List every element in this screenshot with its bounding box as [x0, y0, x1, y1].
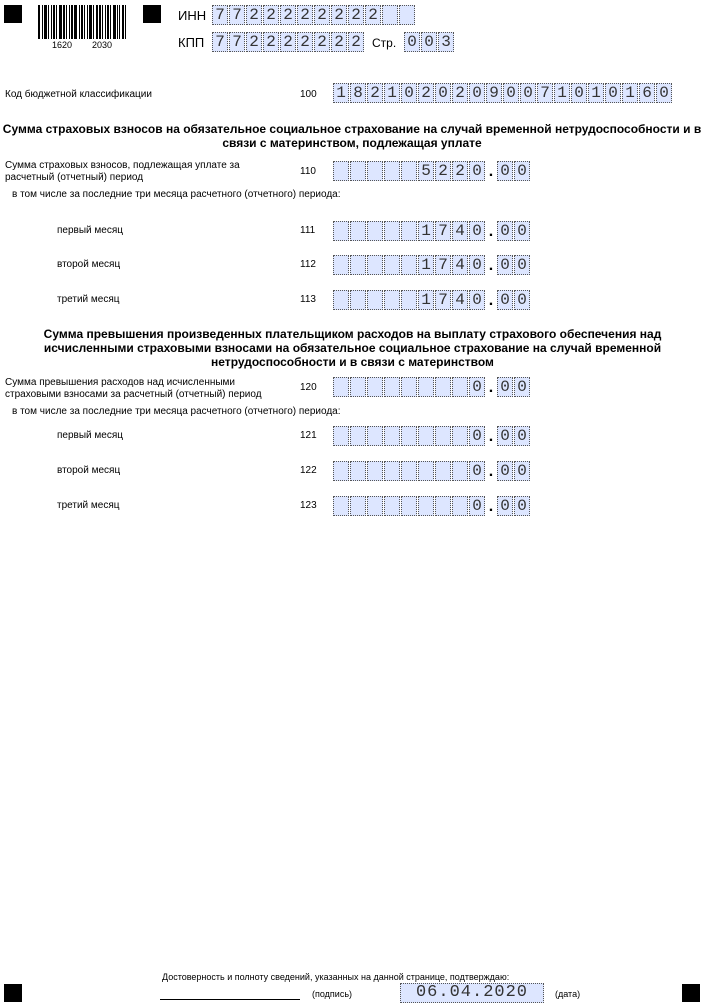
section2-month1-code: 121	[300, 430, 317, 441]
barcode-number-left: 1620	[52, 40, 73, 50]
barcode-bar	[71, 5, 73, 39]
section1-month2-kopeck-cell[interactable]: 0	[514, 255, 530, 275]
section1-month2-rouble-cell[interactable]: 7	[435, 255, 451, 275]
section1-month1-rouble-cell[interactable]: 7	[435, 221, 451, 241]
section1-months-intro: в том числе за последние три месяца расчетного (отчетного) периода:	[12, 189, 341, 200]
date-field[interactable]: 06.04.2020	[400, 983, 544, 1003]
signature-label: (подпись)	[312, 989, 353, 999]
kpp-digit-cell[interactable]: 2	[246, 32, 262, 52]
section1-month1-rouble-cell[interactable]: 1	[418, 221, 434, 241]
section2-month1-decimal-point: .	[488, 428, 494, 445]
section1-total-rouble-cell[interactable]	[401, 161, 417, 181]
barcode-bar	[99, 5, 101, 39]
section1-month1-kopeck-cell[interactable]: 0	[514, 221, 530, 241]
section1-month3-rouble-cell[interactable]	[333, 290, 349, 310]
section1-total-decimal-point: .	[488, 163, 494, 180]
section1-month1-rouble-cell[interactable]	[350, 221, 366, 241]
section2-total-code: 120	[300, 382, 317, 393]
section1-month1-rouble-cell[interactable]: 4	[452, 221, 468, 241]
section2-month1-rouble-cell[interactable]	[452, 426, 468, 446]
signature-line[interactable]	[160, 999, 300, 1000]
barcode-bar	[53, 5, 55, 39]
section2-month2-code: 122	[300, 465, 317, 476]
section1-total-rouble-cell[interactable]: 2	[435, 161, 451, 181]
kbk-digit-cell[interactable]: 0	[503, 83, 519, 103]
section2-total-field[interactable]	[333, 377, 530, 397]
section1-total-field[interactable]	[333, 161, 530, 181]
section2-months-intro: в том числе за последние три месяца расчетного (отчетного) периода:	[12, 406, 341, 417]
section2-total-rouble-cell[interactable]	[384, 377, 400, 397]
barcode-bar	[42, 5, 43, 39]
section2-month1-field[interactable]	[333, 426, 530, 446]
section1-month2-rouble-cell[interactable]	[384, 255, 400, 275]
inn-digit-cell[interactable]: 7	[229, 5, 245, 25]
page-number-digit-cell[interactable]: 0	[404, 32, 420, 52]
corner-marker-top-left	[4, 5, 22, 23]
section1-month3-rouble-cell[interactable]	[384, 290, 400, 310]
barcode-bar	[110, 5, 111, 39]
section1-total-rouble-cell[interactable]	[333, 161, 349, 181]
barcode-bar	[105, 5, 106, 39]
inn-digit-cell[interactable]	[382, 5, 398, 25]
inn-digit-cell[interactable]	[399, 5, 415, 25]
kbk-digit-cell[interactable]: 1	[554, 83, 570, 103]
kbk-label: Код бюджетной классификации	[5, 89, 152, 100]
barcode-bar	[117, 5, 118, 39]
kbk-digit-cell[interactable]: 0	[605, 83, 621, 103]
section1-month3-rouble-cell[interactable]	[350, 290, 366, 310]
page-number-digit-cell[interactable]: 3	[438, 32, 454, 52]
section1-month3-decimal-point: .	[488, 292, 494, 309]
section1-month3-rouble-cell[interactable]: 0	[469, 290, 485, 310]
section2-month1-rouble-cell[interactable]	[418, 426, 434, 446]
section1-month1-code: 111	[300, 225, 316, 236]
barcode-bar	[79, 5, 80, 39]
kbk-digit-cell[interactable]: 2	[452, 83, 468, 103]
section2-month2-rouble-cell[interactable]	[350, 461, 366, 481]
kpp-digit-cell[interactable]: 2	[314, 32, 330, 52]
section2-month2-field[interactable]	[333, 461, 530, 481]
page-label: Стр.	[372, 36, 397, 50]
barcode-bar	[93, 5, 94, 39]
section2-month3-rouble-cell[interactable]	[384, 496, 400, 516]
section1-total-code: 110	[300, 166, 316, 177]
kbk-digit-cell[interactable]: 1	[333, 83, 349, 103]
barcode-bar	[89, 5, 92, 39]
section2-month1-rouble-cell[interactable]	[333, 426, 349, 446]
kbk-digit-cell[interactable]: 2	[418, 83, 434, 103]
section1-month2-rouble-cell[interactable]	[367, 255, 383, 275]
barcode-bar	[122, 5, 124, 39]
section1-month3-kopeck-cell[interactable]: 0	[497, 290, 513, 310]
barcode-bar	[38, 5, 40, 39]
kpp-digit-cell[interactable]: 2	[263, 32, 279, 52]
section2-month1-label: первый месяц	[57, 430, 123, 441]
section1-month2-rouble-cell[interactable]	[333, 255, 349, 275]
kbk-digit-cell[interactable]: 8	[350, 83, 366, 103]
barcode-bar	[113, 5, 116, 39]
section2-total-decimal-point: .	[488, 379, 494, 396]
date-label: (дата)	[555, 989, 581, 999]
corner-marker-bottom-left	[4, 984, 22, 1002]
barcode-bar	[81, 5, 83, 39]
section2-month1-rouble-cell[interactable]	[367, 426, 383, 446]
section2-month3-rouble-cell[interactable]: 0	[469, 496, 485, 516]
section1-total-rouble-cell[interactable]: 2	[452, 161, 468, 181]
kpp-digit-cell[interactable]: 2	[280, 32, 296, 52]
section1-month3-rouble-cell[interactable]	[401, 290, 417, 310]
section1-month3-rouble-cell[interactable]: 7	[435, 290, 451, 310]
section1-title: Сумма страховых взносов на обязательное социальное страхование на случай временной нетрудоспособности и в связи с материнством, подлежащая уплате	[2, 122, 702, 150]
section2-total-rouble-cell[interactable]	[452, 377, 468, 397]
section1-month2-label: второй месяц	[57, 259, 121, 270]
section2-month3-field[interactable]	[333, 496, 530, 516]
page-number-digit-cell[interactable]: 0	[421, 32, 437, 52]
section1-month2-kopeck-cell[interactable]: 0	[497, 255, 513, 275]
barcode-bar	[107, 5, 109, 39]
inn-label: ИНН	[178, 8, 207, 23]
barcode-bar	[66, 5, 67, 39]
section2-month3-kopeck-cell[interactable]: 0	[497, 496, 513, 516]
section2-month1-rouble-cell[interactable]	[401, 426, 417, 446]
section1-month1-kopeck-cell[interactable]: 0	[497, 221, 513, 241]
kbk-digit-cell[interactable]: 0	[571, 83, 587, 103]
barcode-bar	[51, 5, 52, 39]
kbk-digit-cell[interactable]: 9	[486, 83, 502, 103]
section2-month2-rouble-cell[interactable]: 0	[469, 461, 485, 481]
corner-marker-top-right	[143, 5, 161, 23]
section2-month3-rouble-cell[interactable]	[452, 496, 468, 516]
section1-month3-label: третий месяц	[57, 294, 120, 305]
section2-month3-code: 123	[300, 500, 317, 511]
section2-month2-rouble-cell[interactable]	[384, 461, 400, 481]
section1-total-rouble-cell[interactable]	[384, 161, 400, 181]
kbk-digit-cell[interactable]: 0	[520, 83, 536, 103]
inn-digit-cell[interactable]: 2	[246, 5, 262, 25]
section1-month1-rouble-cell[interactable]: 0	[469, 221, 485, 241]
kbk-digit-cell[interactable]: 7	[537, 83, 553, 103]
barcode	[38, 5, 130, 39]
section1-month1-rouble-cell[interactable]	[401, 221, 417, 241]
barcode-bar	[74, 5, 77, 39]
section2-total-rouble-cell[interactable]	[401, 377, 417, 397]
section2-month2-kopeck-cell[interactable]: 0	[497, 461, 513, 481]
section2-total-kopeck-cell[interactable]: 0	[514, 377, 530, 397]
kbk-digit-cell[interactable]: 1	[622, 83, 638, 103]
kbk-digit-cell[interactable]: 2	[367, 83, 383, 103]
inn-digit-cell[interactable]: 2	[348, 5, 364, 25]
section2-total-rouble-cell[interactable]	[333, 377, 349, 397]
barcode-bar	[59, 5, 62, 39]
section2-month1-rouble-cell[interactable]	[350, 426, 366, 446]
inn-field[interactable]	[212, 5, 415, 25]
section1-total-rouble-cell[interactable]	[367, 161, 383, 181]
section2-month3-rouble-cell[interactable]	[350, 496, 366, 516]
barcode-bar	[84, 5, 85, 39]
section1-month1-rouble-cell[interactable]	[333, 221, 349, 241]
section1-month3-rouble-cell[interactable]: 4	[452, 290, 468, 310]
section1-month3-rouble-cell[interactable]: 1	[418, 290, 434, 310]
section1-month2-rouble-cell[interactable]	[350, 255, 366, 275]
section1-month2-code: 112	[300, 259, 316, 270]
section2-total-rouble-cell[interactable]	[418, 377, 434, 397]
section1-total-label: Сумма страховых взносов, подлежащая уплате за расчетный (отчетный) период	[5, 160, 240, 183]
section2-total-label: Сумма превышения расходов над исчисленными страховыми взносами за расчетный (отчетный) период	[5, 377, 262, 400]
section1-total-rouble-cell[interactable]: 0	[469, 161, 485, 181]
section1-total-rouble-cell[interactable]	[350, 161, 366, 181]
section2-month2-rouble-cell[interactable]	[435, 461, 451, 481]
section1-month2-rouble-cell[interactable]: 0	[469, 255, 485, 275]
inn-digit-cell[interactable]: 2	[331, 5, 347, 25]
kpp-label: КПП	[178, 35, 205, 50]
inn-digit-cell[interactable]: 2	[365, 5, 381, 25]
kpp-digit-cell[interactable]: 2	[348, 32, 364, 52]
section2-month1-rouble-cell[interactable]	[384, 426, 400, 446]
section2-title: Сумма превышения произведенных плательщиком расходов на выплату страхового обеспечения над исчисленными страховыми взносами на обязательное социальное страхование на случай временной нетрудоспособности и в связи с материнством	[43, 327, 662, 369]
section1-month3-code: 113	[300, 294, 316, 305]
inn-digit-cell[interactable]: 2	[314, 5, 330, 25]
section2-total-rouble-cell[interactable]: 0	[469, 377, 485, 397]
section1-total-kopeck-cell[interactable]: 0	[497, 161, 513, 181]
kpp-field[interactable]	[212, 32, 364, 52]
inn-digit-cell[interactable]: 2	[263, 5, 279, 25]
inn-digit-cell[interactable]: 2	[297, 5, 313, 25]
section1-month1-rouble-cell[interactable]	[384, 221, 400, 241]
section1-month2-rouble-cell[interactable]: 1	[418, 255, 434, 275]
section1-month2-field[interactable]	[333, 255, 530, 275]
corner-marker-bottom-right	[682, 984, 700, 1002]
section2-total-kopeck-cell[interactable]: 0	[497, 377, 513, 397]
section1-month2-decimal-point: .	[488, 257, 494, 274]
section2-month1-kopeck-cell[interactable]: 0	[514, 426, 530, 446]
section1-month1-label: первый месяц	[57, 225, 123, 236]
barcode-bar	[56, 5, 57, 39]
barcode-bar	[63, 5, 65, 39]
section2-month2-rouble-cell[interactable]	[418, 461, 434, 481]
section2-month2-rouble-cell[interactable]	[333, 461, 349, 481]
section1-month1-field[interactable]	[333, 221, 530, 241]
inn-digit-cell[interactable]: 2	[280, 5, 296, 25]
kpp-digit-cell[interactable]: 7	[229, 32, 245, 52]
kbk-digit-cell[interactable]: 1	[384, 83, 400, 103]
section2-month3-rouble-cell[interactable]	[333, 496, 349, 516]
page-number-field[interactable]	[404, 32, 454, 52]
barcode-bar	[125, 5, 126, 39]
section1-month3-kopeck-cell[interactable]: 0	[514, 290, 530, 310]
section2-month3-rouble-cell[interactable]	[418, 496, 434, 516]
barcode-bar	[44, 5, 47, 39]
barcode-bar	[119, 5, 120, 39]
section2-total-rouble-cell[interactable]	[435, 377, 451, 397]
barcode-bar	[102, 5, 103, 39]
barcode-number-right: 2030	[92, 40, 113, 50]
section1-month3-field[interactable]	[333, 290, 530, 310]
section2-month3-label: третий месяц	[57, 500, 120, 511]
kbk-digit-cell[interactable]: 0	[656, 83, 672, 103]
confirmation-text: Достоверность и полноту сведений, указанных на данной странице, подтверждаю:	[162, 972, 510, 982]
section2-month1-rouble-cell[interactable]	[435, 426, 451, 446]
section2-total-rouble-cell[interactable]	[367, 377, 383, 397]
section2-month2-kopeck-cell[interactable]: 0	[514, 461, 530, 481]
section2-month2-decimal-point: .	[488, 463, 494, 480]
section2-total-rouble-cell[interactable]	[350, 377, 366, 397]
kbk-field[interactable]	[333, 83, 672, 103]
barcode-bar	[96, 5, 98, 39]
section2-month2-rouble-cell[interactable]	[452, 461, 468, 481]
barcode-bar	[87, 5, 88, 39]
section2-month3-kopeck-cell[interactable]: 0	[514, 496, 530, 516]
kpp-digit-cell[interactable]: 2	[331, 32, 347, 52]
section1-month1-rouble-cell[interactable]	[367, 221, 383, 241]
section2-month2-rouble-cell[interactable]	[401, 461, 417, 481]
section2-month2-rouble-cell[interactable]	[367, 461, 383, 481]
kbk-digit-cell[interactable]: 1	[588, 83, 604, 103]
kbk-digit-cell[interactable]: 0	[401, 83, 417, 103]
barcode-bar	[48, 5, 49, 39]
section2-month3-rouble-cell[interactable]	[401, 496, 417, 516]
section2-month3-rouble-cell[interactable]	[367, 496, 383, 516]
section1-month3-rouble-cell[interactable]	[367, 290, 383, 310]
kpp-digit-cell[interactable]: 7	[212, 32, 228, 52]
section2-month1-rouble-cell[interactable]: 0	[469, 426, 485, 446]
section2-month2-label: второй месяц	[57, 465, 121, 476]
section1-month2-rouble-cell[interactable]	[401, 255, 417, 275]
section2-month1-kopeck-cell[interactable]: 0	[497, 426, 513, 446]
inn-digit-cell[interactable]: 7	[212, 5, 228, 25]
kbk-code: 100	[300, 89, 317, 100]
kpp-digit-cell[interactable]: 2	[297, 32, 313, 52]
section2-month3-rouble-cell[interactable]	[435, 496, 451, 516]
barcode-bar	[69, 5, 70, 39]
section1-total-kopeck-cell[interactable]: 0	[514, 161, 530, 181]
section2-month3-decimal-point: .	[488, 498, 494, 515]
kbk-digit-cell[interactable]: 6	[639, 83, 655, 103]
section1-month2-rouble-cell[interactable]: 4	[452, 255, 468, 275]
kbk-digit-cell[interactable]: 0	[469, 83, 485, 103]
section1-month1-decimal-point: .	[488, 223, 494, 240]
kbk-digit-cell[interactable]: 0	[435, 83, 451, 103]
section1-total-rouble-cell[interactable]: 5	[418, 161, 434, 181]
